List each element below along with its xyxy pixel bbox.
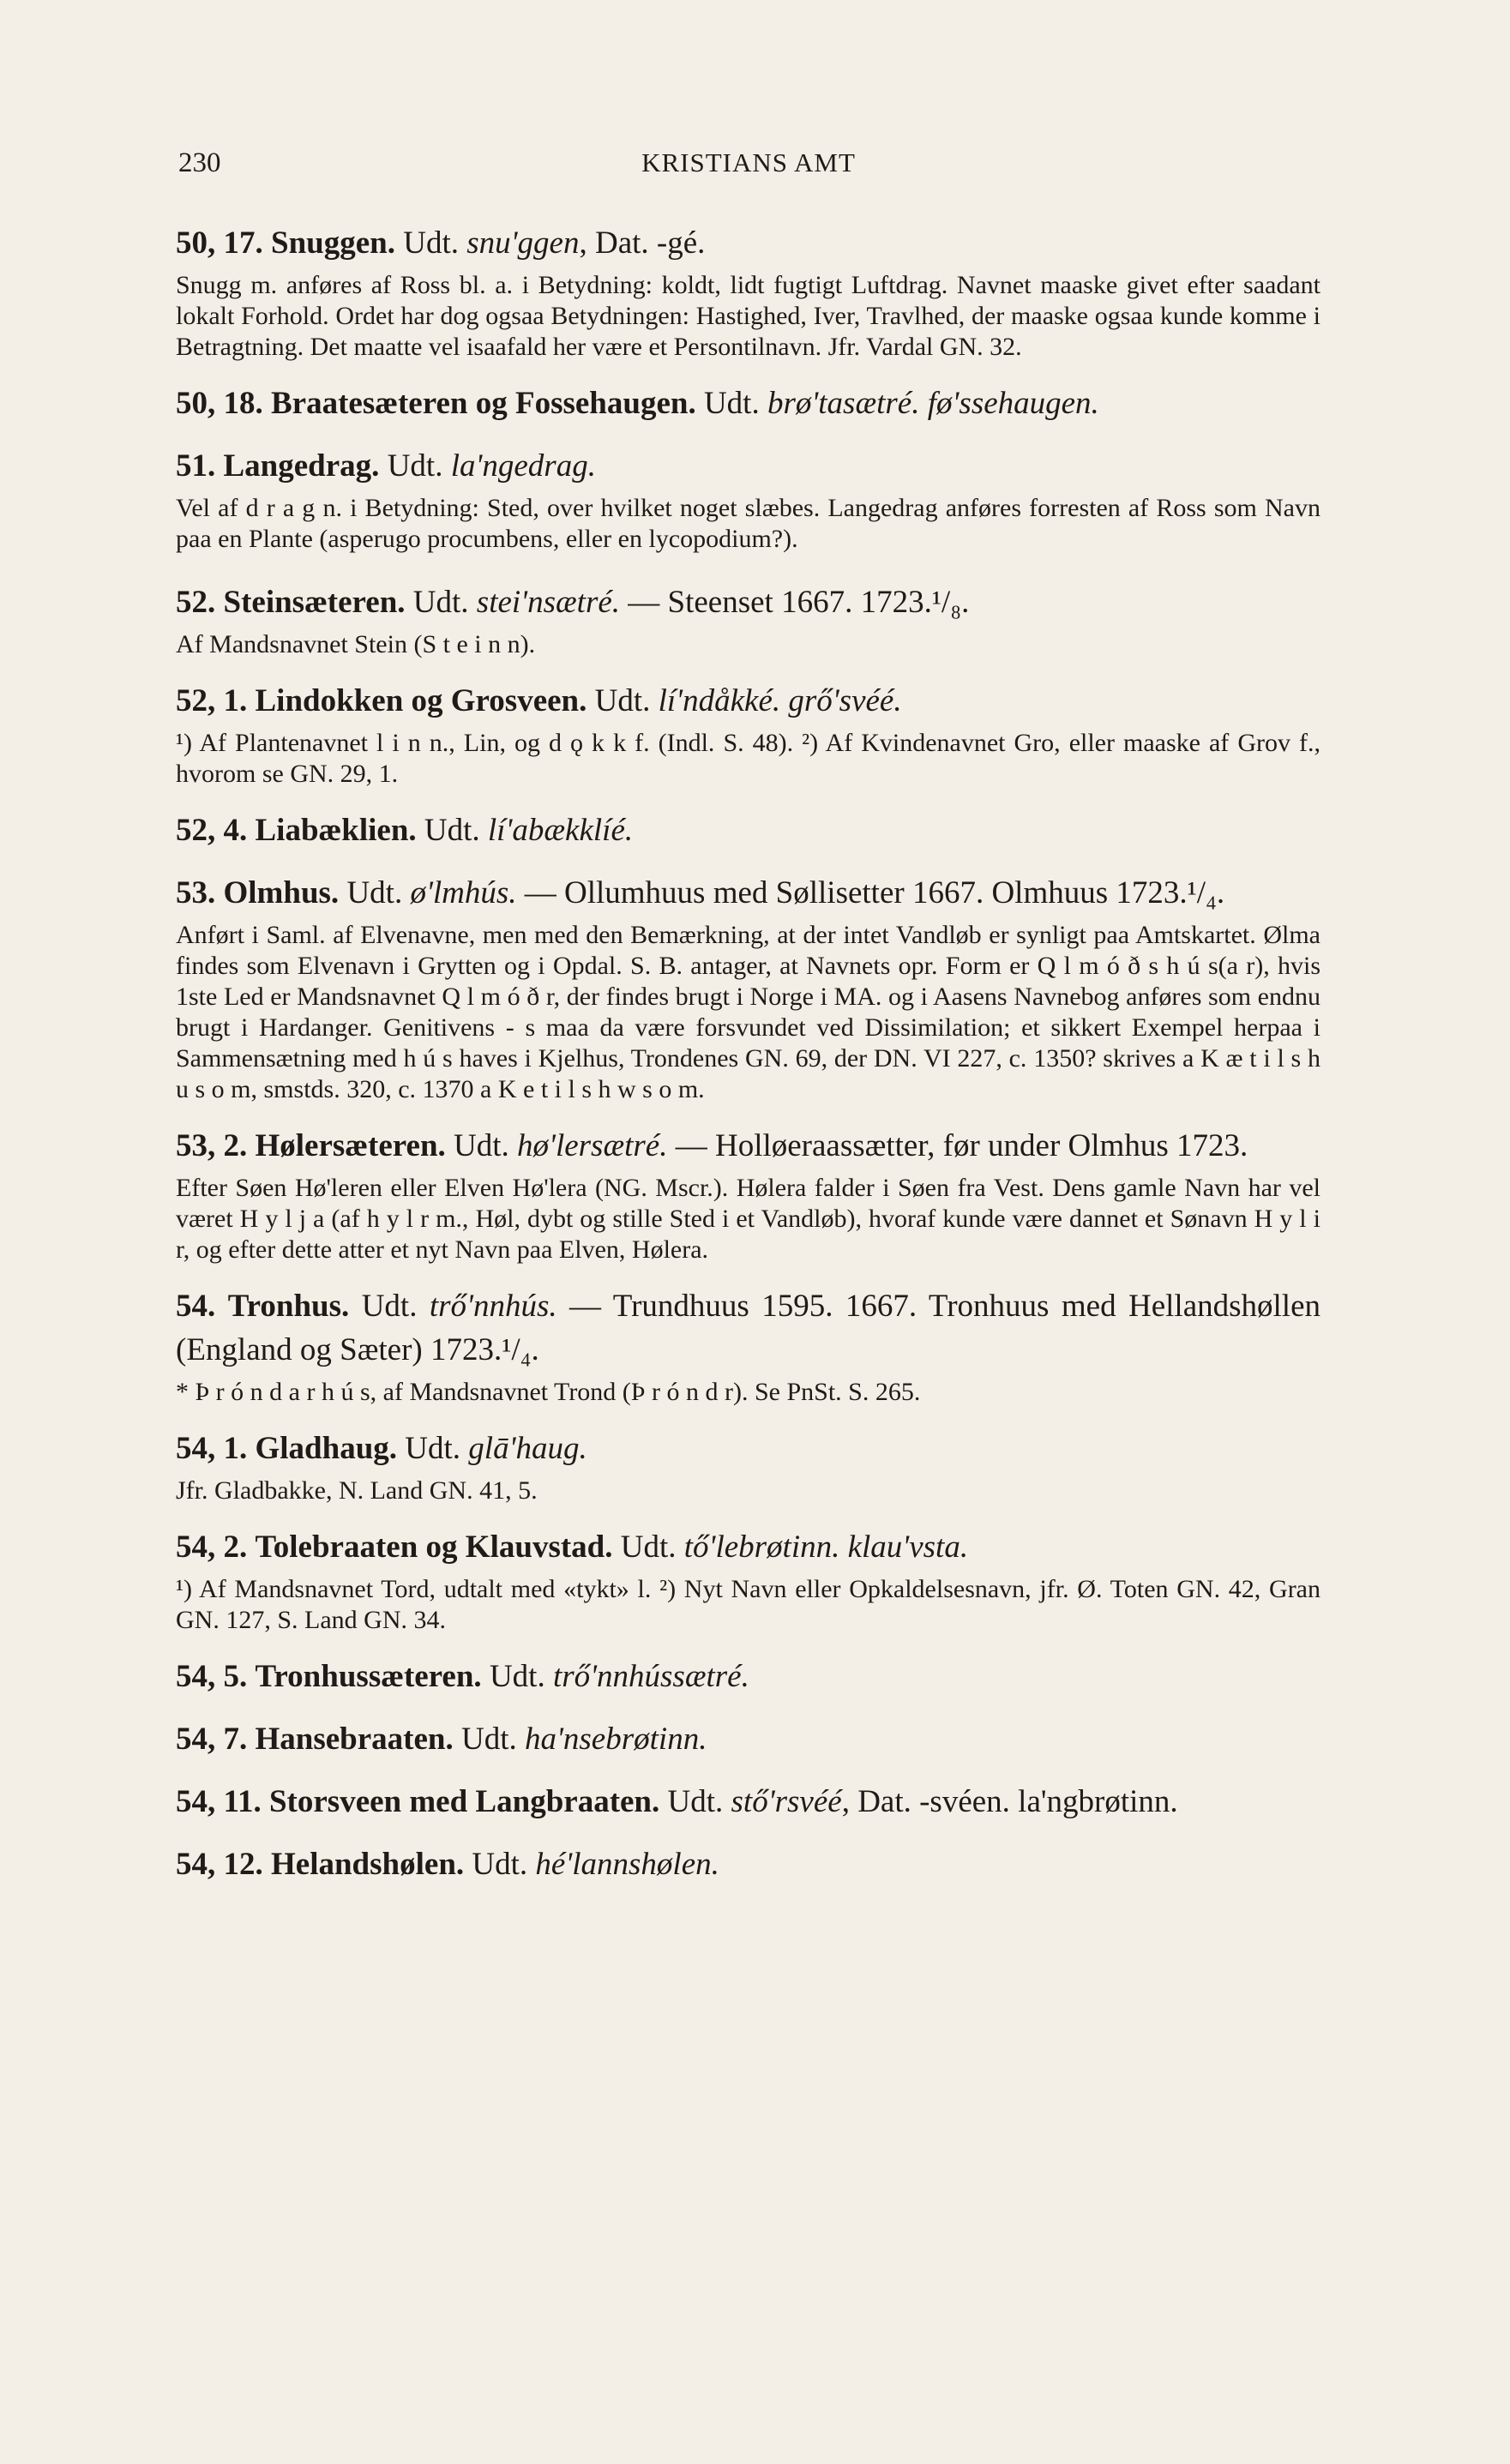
entry-note: Jfr. Gladbakke, N. Land GN. 41, 5. [176,1476,538,1505]
entry-50-17 [176,221,1320,363]
entry-name: Gladhaug. [255,1431,398,1466]
entry-54-7 [176,1717,1320,1761]
entry-name: Olmhus. [223,875,340,910]
entry-heading [176,1525,1320,1569]
entry-pronunciation: Udt. snu'ggen, Dat. -gé. [394,225,706,261]
entry-53 [176,871,1320,1105]
entry-name: Tronhussæteren. [255,1659,482,1694]
entry-pronunciation: Udt. tő'lebrøtinn. klau'vsta. [612,1529,969,1565]
entry-name: Tronhus. [227,1289,350,1324]
entry-name: Snuggen. [271,225,395,261]
entry-name: Hølersæteren. [255,1128,446,1163]
entry-pronunciation: Udt. stő'rsvéé, Dat. -svéen. la'ngbrøtinn. [659,1784,1178,1819]
entry-name: Liabæklien. [255,813,417,848]
entry-pronunciation: Udt. ø'lmhús. — Ollumhuus med Søllisetter 1667. Olmhuus 1723.¹/₄. [339,875,1225,910]
entry-heading [176,580,1320,624]
entry-number: 53, 2. [176,1128,248,1163]
entry-pronunciation: Udt. la'ngedrag. [379,448,596,484]
pronunciation-text: trő'nnhús. [429,1289,557,1324]
entry-heading [176,1655,1320,1698]
entry-heading [176,382,1320,425]
entry-54-1 [176,1427,1320,1506]
entry-name: Storsveen med Langbraaten. [268,1784,660,1819]
entry-number: 54. [176,1289,216,1324]
entry-pronunciation: Udt. trő'nnhús. — Trundhuus 1595. 1667. Tronhuus med Hellandshøllen (England og Sæter) 1723.¹/₄. [176,1289,1321,1367]
pronunciation-text: glā'haug. [468,1431,587,1466]
entry-name: Langedrag. [223,448,380,484]
pronunciation-text: lí'ndåkké. grő'svéé. [658,683,902,718]
entry-pronunciation: Udt. lí'abækklíé. [416,813,634,848]
entry-number: 54, 1. [176,1431,248,1466]
pronunciation-text: la'ngedrag. [450,448,596,484]
entry-pronunciation: Udt. lí'ndåkké. grő'svéé. [587,683,902,718]
entry-number: 54, 11. [176,1784,262,1819]
entry-name: Braatesæteren og Fossehaugen. [271,386,696,421]
entry-54-2 [176,1525,1320,1636]
entry-number: 52, 4. [176,813,248,848]
entry-pronunciation: Udt. stei'nsætré. — Steenset 1667. 1723.¹/₈. [405,585,970,620]
entry-note: Vel af d r a g n. i Betydning: Sted, over hvilket noget slæbes. Langedrag anføres forresten af Ross som Navn paa en Plante (asperugo procumbens, eller en lycopodium?). [176,494,1320,553]
running-title: KRISTIANS AMT [641,147,856,177]
entry-54-11 [176,1780,1320,1824]
page-header [178,147,1319,185]
entry-pronunciation: Udt. hø'lersætré. — Holløeraassætter, før under Olmhus 1723. [445,1128,1248,1163]
entry-name: Lindokken og Grosveen. [255,683,587,718]
entry-heading [176,1124,1320,1168]
entry-name: Helandshølen. [271,1847,465,1882]
entries-list [176,221,1320,1886]
entry-number: 54, 7. [176,1722,248,1757]
entry-number: 54, 12. [176,1847,263,1882]
entry-heading [176,1842,1320,1886]
entry-name: Hansebraaten. [255,1722,454,1757]
entry-53-2 [176,1124,1320,1265]
pronunciation-text: trő'nnhússætré. [552,1659,749,1694]
entry-52 [176,580,1320,660]
entry-number: 52. [176,585,216,620]
entry-note: ¹) Af Plantenavnet l i n n., Lin, og d ǫ k k f. (Indl. S. 48). ²) Af Kvindenavnet Gro, eller maaske af Grov f., hvorom se GN. 29, 1. [176,729,1320,788]
entry-note: * Þ r ó n d a r h ú s, af Mandsnavnet Trond (Þ r ó n d r). Se PnSt. S. 265. [176,1378,921,1406]
entry-name: Tolebraaten og Klauvstad. [255,1529,613,1565]
entry-heading [176,679,1320,723]
entry-note: Snugg m. anføres af Ross bl. a. i Betydning: koldt, lidt fugtigt Luftdrag. Navnet maaske givet efter saadant lokalt Forhold. Ordet har dog ogsaa Betydningen: Hastighed, Iver, Travlhed, der maaske ogsaa kunde komme i Betragtning. Det maatte vel isaafald her være et Persontilnavn. Jfr. Vardal GN. 32. [176,271,1320,361]
entry-54 [176,1284,1320,1408]
entry-heading [176,871,1320,915]
entry-number: 53. [176,875,216,910]
pronunciation-text: hø'lersætré. [517,1128,668,1163]
pronunciation-text: ø'lmhús. [410,875,517,910]
entry-number: 54, 5. [176,1659,248,1694]
page-number: 230 [178,147,221,178]
pronunciation-text: ha'nsebrøtinn. [525,1722,707,1757]
entry-note: ¹) Af Mandsnavnet Tord, udtalt med «tykt» l. ²) Nyt Navn eller Opkaldelsesnavn, jfr. Ø. Toten GN. 42, Gran GN. 127, S. Land GN. 34. [176,1575,1320,1634]
entry-heading [176,1717,1320,1761]
entry-name: Steinsæteren. [223,585,406,620]
entry-pronunciation: Udt. brø'tasætré. fø'ssehaugen. [695,386,1099,421]
entry-heading [176,808,1320,852]
pronunciation-text: tő'lebrøtinn. klau'vsta. [683,1529,969,1565]
entry-pronunciation: Udt. trő'nnhússætré. [481,1659,749,1694]
entry-number: 50, 18. [176,386,263,421]
entry-heading [176,444,1320,488]
entry-pronunciation: Udt. hé'lannshølen. [464,1847,719,1882]
entry-heading [176,1780,1320,1824]
entry-number: 50, 17. [176,225,263,261]
pronunciation-text: brø'tasætré. fø'ssehaugen. [767,386,1099,421]
entry-note: Anført i Saml. af Elvenavne, men med den Bemærkning, at der intet Vandløb er synligt paa Amtskartet. Ølma findes som Elvenavn i Grytten og i Opdal. S. B. antager, at Navnets opr. Form er Q l m ó ð s h ú s(a r), hvis 1ste Led er Mandsnavnet Q l m ó ð r, der findes brugt i Norge i MA. og i Aasens Navnebog anføres som endnu brugt i Hardanger. Genitivens - s maa da være forsvundet ved Dissimilation; et sikkert Exempel herpaa i Sammensætning med h ú s haves i Kjelhus, Trondenes GN. 69, der DN. VI 227, c. 1350? skrives a K æ t i l s h u s o m, smstds. 320, c. 1370 a K e t i l s h w s o m. [176,921,1320,1103]
pronunciation-text: stő'rsvéé [731,1784,842,1819]
entry-pronunciation: Udt. glā'haug. [397,1431,587,1466]
entry-50-18 [176,382,1320,425]
entry-number: 54, 2. [176,1529,248,1565]
entry-heading [176,1427,1320,1470]
entry-pronunciation: Udt. ha'nsebrøtinn. [453,1722,707,1757]
entry-number: 51. [176,448,216,484]
entry-note: Efter Søen Hø'leren eller Elven Hø'lera (NG. Mscr.). Hølera falder i Søen fra Vest. Dens gamle Navn har vel været H y l j a (af h y l r m., Høl, dybt og stille Sted i et Vandløb), hvoraf kunde være dannet et Sønavn H y l i r, og efter dette atter et nyt Navn paa Elven, Hølera. [176,1174,1320,1264]
entry-heading [176,1284,1320,1372]
pronunciation-text: snu'ggen [466,225,580,261]
entry-52-4 [176,808,1320,852]
entry-54-12 [176,1842,1320,1886]
pronunciation-text: hé'lannshølen. [535,1847,719,1882]
pronunciation-text: lí'abækklíé. [487,813,634,848]
entry-51 [176,444,1320,555]
entry-heading [176,221,1320,265]
entry-note: Af Mandsnavnet Stein (S t e i n n). [176,630,536,658]
pronunciation-text: stei'nsætré. [476,585,621,620]
entry-54-5 [176,1655,1320,1698]
entry-number: 52, 1. [176,683,248,718]
entry-52-1 [176,679,1320,790]
